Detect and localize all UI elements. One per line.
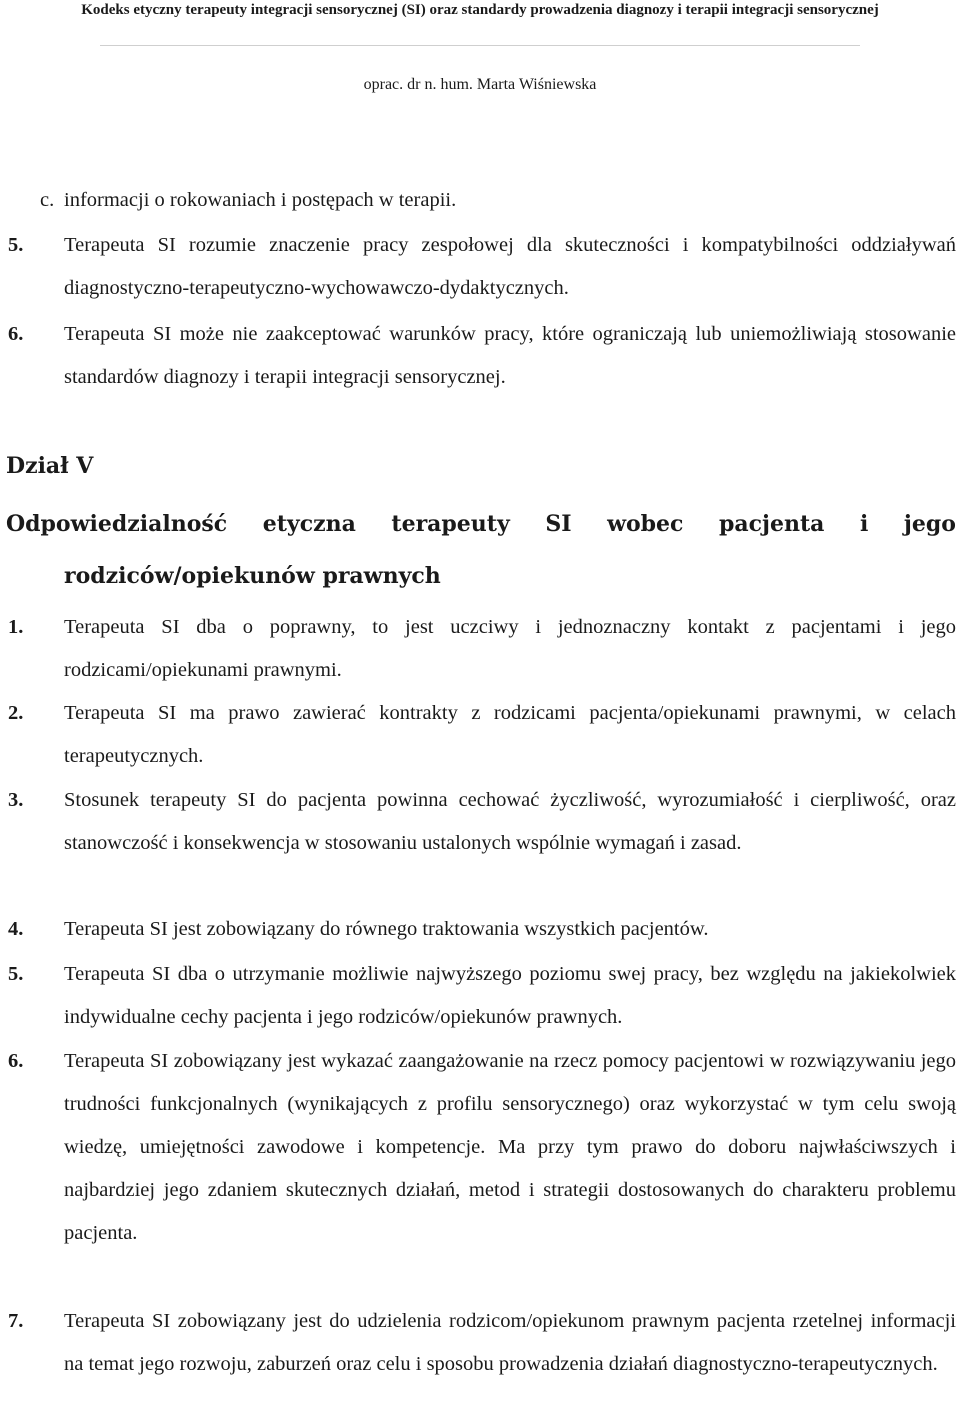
list-item-text: Terapeuta SI dba o utrzymanie możliwie najwyższego poziomu swej pracy, bez względu na jakiekolwiek indywidualne cechy pacjenta i jego rodziców/opiekunów prawnych. [64, 963, 956, 1028]
list-item [8, 606, 956, 692]
list-item-number: 5. [8, 963, 24, 985]
list-item-number: 4. [8, 918, 24, 940]
list-item [8, 1040, 956, 1255]
list-item-number: 1. [8, 616, 24, 638]
heading-word: SI [545, 511, 572, 537]
list-item-text: Stosunek terapeuty SI do pacjenta powinna cechować życzliwość, wyrozumiałość i cierpliwość, oraz stanowczość i konsekwencja w stosowaniu ustalonych wspólnie wymagań i zasad. [64, 789, 956, 854]
heading-word: pacjenta [719, 511, 825, 537]
heading-word: wobec [607, 511, 684, 537]
list-item-text: Terapeuta SI dba o poprawny, to jest uczciwy i jednoznaczny kontakt z pacjentami i jego rodzicami/opiekunami prawnymi. [64, 616, 956, 681]
list-item-number: 2. [8, 702, 24, 724]
heading-word: terapeuty [391, 511, 510, 537]
list-item-text: Terapeuta SI ma prawo zawierać kontrakty z rodzicami pacjenta/opiekunami prawnymi, w celach terapeutycznych. [64, 702, 956, 767]
list-item [8, 692, 956, 778]
list-item-text: informacji o rokowaniach i postępach w terapii. [64, 189, 457, 211]
list-item-number: 3. [8, 789, 24, 811]
list-item-text: Terapeuta SI zobowiązany jest wykazać zaangażowanie na rzecz pomocy pacjentowi w rozwiązywaniu jego trudności funkcjonalnych (wynikających z profilu sensorycznego) oraz wykorzystać w tym celu swoją wiedzę, umiejętności zawodowe i kompetencje. Ma przy tym prawo do doboru najwłaściwszych i najbardziej jego zdaniem skutecznych działań, metod i strategii dostosowanych do charakteru problemu pacjenta. [64, 1050, 956, 1244]
list-item-text: Terapeuta SI może nie zaakceptować warunków pracy, które ograniczają lub uniemożliwiają stosowanie standardów diagnozy i terapii integracji sensorycznej. [64, 323, 956, 388]
list-item-number: 6. [8, 323, 24, 345]
list-item-number: 5. [8, 234, 24, 256]
heading-word: i [859, 511, 869, 537]
section-heading-line2: rodziców/opiekunów prawnych [64, 563, 441, 589]
section-label: Dział V [6, 453, 94, 479]
section-heading-line1 [6, 498, 956, 550]
section-heading [6, 498, 956, 602]
list-item-number: 6. [8, 1050, 24, 1072]
header-divider [100, 45, 860, 46]
list-item [8, 224, 956, 310]
list-item [8, 313, 956, 399]
list-item-text: Terapeuta SI jest zobowiązany do równego traktowania wszystkich pacjentów. [64, 918, 709, 940]
heading-word: etyczna [262, 511, 356, 537]
list-item-marker: c. [40, 189, 55, 211]
list-item [8, 908, 956, 951]
document-header-title: Kodeks etyczny terapeuty integracji sensorycznej (SI) oraz standardy prowadzenia diagnozy i terapii integracji sensorycznej [81, 2, 879, 18]
list-item-text: Terapeuta SI rozumie znaczenie pracy zespołowej dla skuteczności i kompatybilności oddziaływań diagnostyczno-terapeutyczno-wychowawczo-dydaktycznych. [64, 234, 956, 299]
list-item [8, 953, 956, 1039]
list-item [8, 1300, 956, 1386]
list-item-number: 7. [8, 1310, 24, 1332]
list-item [8, 779, 956, 865]
list-item-text: Terapeuta SI zobowiązany jest do udzielenia rodzicom/opiekunom prawnym pacjenta rzetelnej informacji na temat jego rozwoju, zaburzeń oraz celu i sposobu prowadzenia działań diagnostyczno-terapeutycznych. [64, 1310, 956, 1375]
document-author: oprac. dr n. hum. Marta Wiśniewska [363, 76, 597, 93]
heading-word: jego [903, 511, 956, 537]
list-item [40, 179, 956, 222]
heading-word: Odpowiedzialność [6, 511, 228, 537]
